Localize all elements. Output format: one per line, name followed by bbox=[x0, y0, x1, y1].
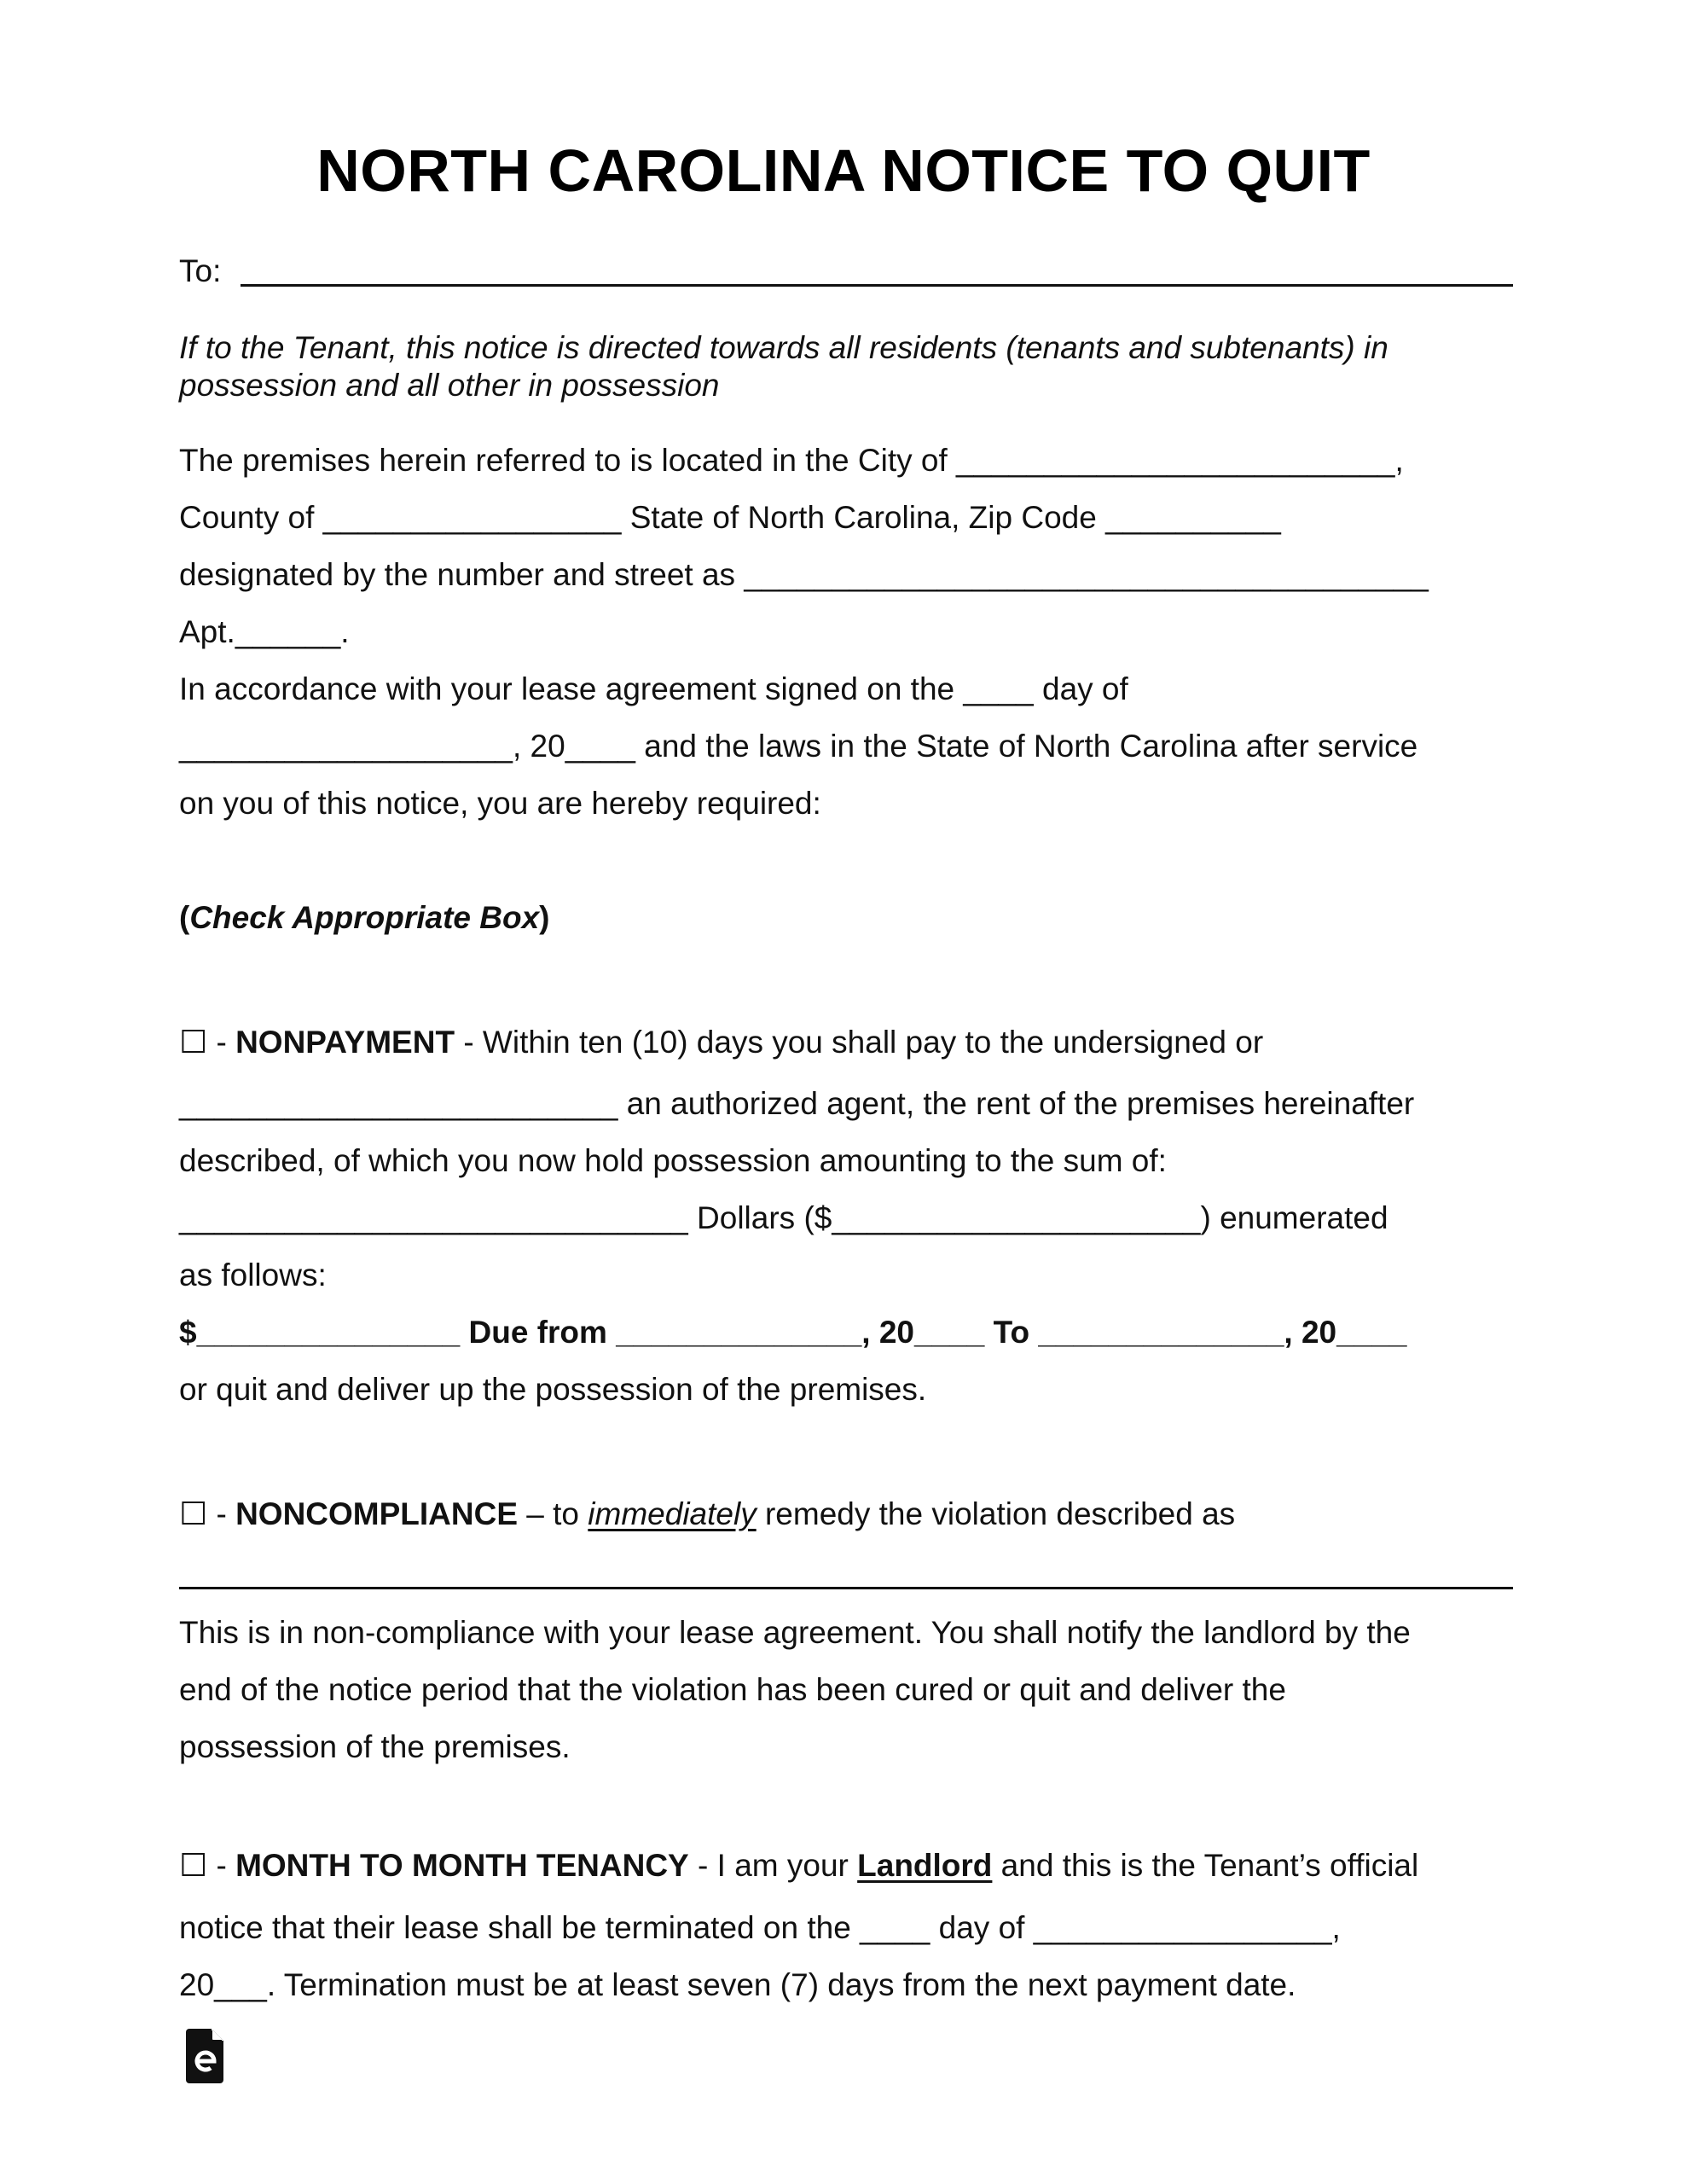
noncompliance-checkbox[interactable]: ☐ bbox=[179, 1496, 208, 1531]
lease-line-2: ___________________, 20____ and the laws in the State of North Carolina after service bbox=[179, 729, 1418, 764]
nonpayment-line-7: or quit and deliver up the possession of the premises. bbox=[179, 1372, 927, 1407]
month-to-month-dash: - bbox=[207, 1848, 236, 1883]
noncompliance-line-4: possession of the premises. bbox=[179, 1729, 571, 1764]
nonpayment-checkbox[interactable]: ☐ bbox=[179, 1025, 208, 1060]
nonpayment-line-4: _____________________________ Dollars ($_____________________) enumerated bbox=[179, 1200, 1388, 1235]
nonpayment-heading: NONPAYMENT bbox=[235, 1025, 455, 1060]
check-instruction bbox=[179, 899, 549, 937]
premises-line-3: designated by the number and street as _______________________________________ bbox=[179, 557, 1429, 592]
month-to-month-line-1 bbox=[179, 1847, 1418, 1885]
noncompliance-to: – to bbox=[518, 1496, 588, 1531]
lease-line-1: In accordance with your lease agreement signed on the ____ day of bbox=[179, 671, 1128, 706]
to-label: To: bbox=[179, 253, 222, 288]
premises-line-2: County of _________________ State of North Carolina, Zip Code __________ bbox=[179, 500, 1281, 535]
noncompliance-heading: NONCOMPLIANCE bbox=[235, 1496, 519, 1531]
check-open-paren: ( bbox=[179, 900, 190, 935]
nonpayment-line-5: as follows: bbox=[179, 1258, 327, 1292]
noncompliance-line-2: This is in non-compliance with your lease agreement. You shall notify the landlord by the bbox=[179, 1615, 1411, 1650]
noncompliance-dash: - bbox=[207, 1496, 236, 1531]
nonpayment-line-2: _________________________ an authorized agent, the rent of the premises hereinafter bbox=[179, 1086, 1415, 1121]
nonpayment-line-1-rest: - Within ten (10) days you shall pay to the undersigned or bbox=[455, 1025, 1264, 1060]
check-close-paren: ) bbox=[539, 900, 550, 935]
premises-line-4: Apt.______. bbox=[179, 614, 350, 649]
eforms-logo-icon bbox=[186, 2029, 227, 2083]
lease-line-3: on you of this notice, you are hereby required: bbox=[179, 786, 821, 821]
nonpayment-line-3: described, of which you now hold possession amounting to the sum of: bbox=[179, 1143, 1167, 1178]
noncompliance-line-1 bbox=[179, 1496, 1235, 1533]
month-to-month-checkbox[interactable]: ☐ bbox=[179, 1848, 208, 1883]
month-to-month-rest: and this is the Tenant’s official bbox=[992, 1848, 1419, 1883]
tenant-note-line-1: If to the Tenant, this notice is directed towards all residents (tenants and subtenants) in bbox=[179, 330, 1388, 365]
premises-line-1: The premises herein referred to is located in the City of _________________________, bbox=[179, 443, 1404, 478]
nonpayment-dash: - bbox=[207, 1025, 236, 1060]
noncompliance-line-3: end of the notice period that the violation has been cured or quit and deliver the bbox=[179, 1672, 1286, 1707]
month-to-month-line-3: 20___. Termination must be at least seven (7) days from the next payment date. bbox=[179, 1967, 1296, 2002]
month-to-month-mid: - I am your bbox=[688, 1848, 858, 1883]
document-title: NORTH CAROLINA NOTICE TO QUIT bbox=[316, 137, 1371, 204]
nonpayment-line-6: $_______________ Due from ______________, 20____ To ______________, 20____ bbox=[179, 1315, 1407, 1350]
landlord-word: Landlord bbox=[857, 1848, 993, 1883]
to-blank-line bbox=[241, 284, 1513, 287]
noncompliance-rest: remedy the violation described as bbox=[756, 1496, 1236, 1531]
tenant-note-line-2: possession and all other in possession bbox=[179, 368, 720, 403]
month-to-month-heading: MONTH TO MONTH TENANCY bbox=[235, 1848, 689, 1883]
month-to-month-line-2: notice that their lease shall be terminated on the ____ day of _________________, bbox=[179, 1910, 1341, 1945]
violation-blank-line bbox=[179, 1587, 1513, 1589]
nonpayment-line-1 bbox=[179, 1024, 1263, 1061]
noncompliance-immediately: immediately bbox=[588, 1496, 757, 1531]
check-instruction-text: Check Appropriate Box bbox=[189, 900, 540, 935]
